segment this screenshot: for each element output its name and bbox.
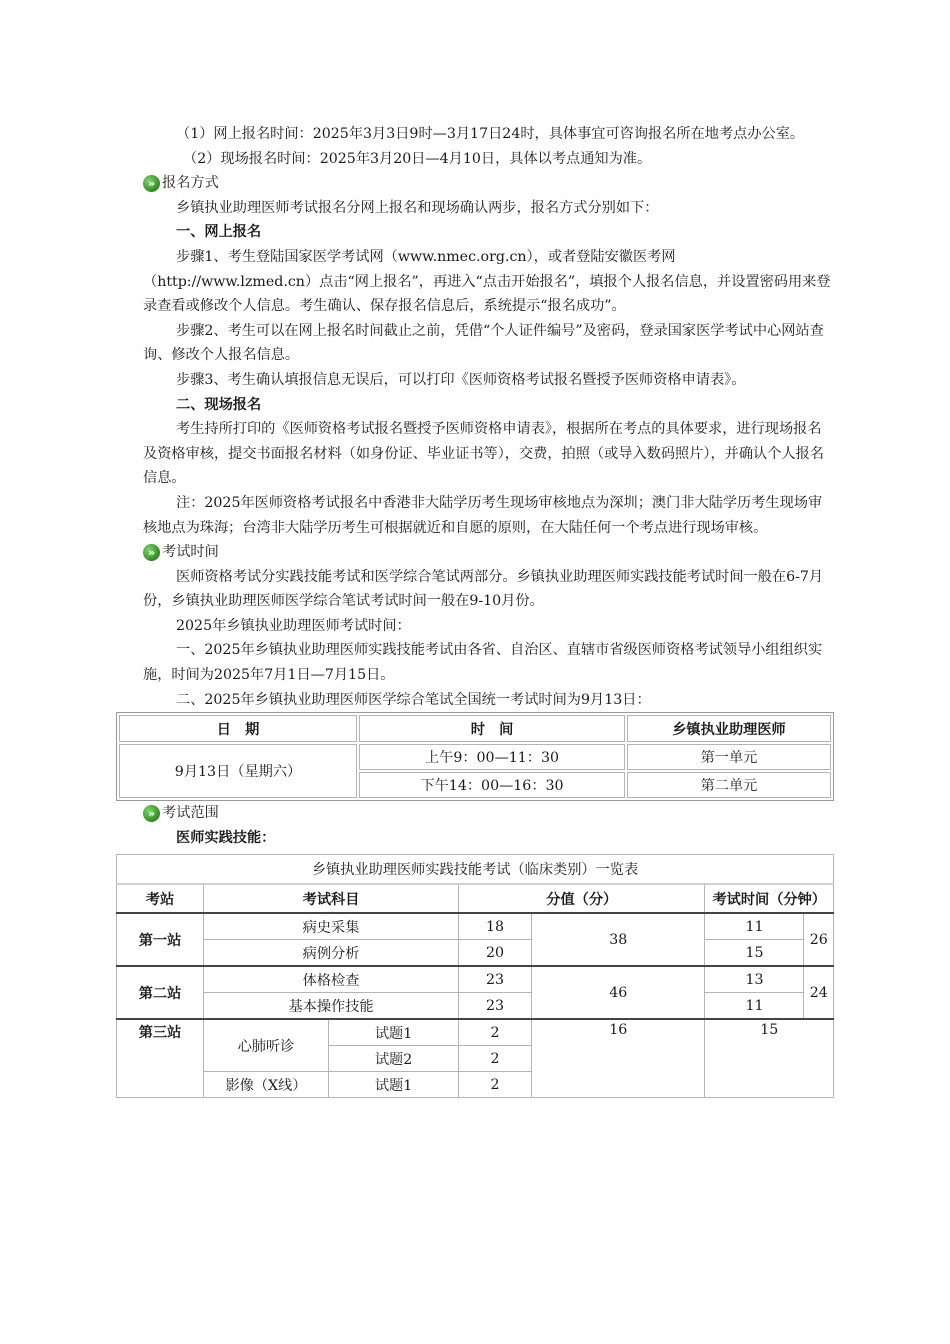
section-registration-method bbox=[143, 171, 833, 196]
paragraph: 2025年乡镇执业助理医师考试时间： bbox=[176, 617, 411, 634]
paragraph: 步骤1、考生登陆国家医学考试网（www.nmec.org.cn），或者登陆安徽医考网（http://www.lzmed.cn）点击“网上报名”，再进入“点击开始报名”，填报个人报名信息，并设置密码用来登录查看或修改个人信息。考生确认、保存报名信息后，系统提示“报名成功”。 bbox=[143, 248, 831, 315]
paragraph: 步骤2、考生可以在网上报名时间截止之前，凭借“个人证件编号”及密码，登录国家医学考试中心网站查询、修改个人报名信息。 bbox=[143, 322, 824, 364]
table-cell: 上午9：00—11：30 bbox=[359, 744, 625, 770]
heading-practical-skills: 医师实践技能： bbox=[176, 829, 276, 846]
section-title: 考试范围 bbox=[162, 805, 219, 822]
green-double-arrow-icon: » bbox=[143, 175, 160, 192]
onsite-registration-time: （2）现场报名时间：2025年3月20日—4月10日，具体以考点通知为准。 bbox=[183, 150, 652, 167]
table-cell: 26 bbox=[804, 913, 834, 966]
paragraph: 步骤3、考生确认填报信息无误后，可以打印《医师资格考试报名暨授予医师资格申请表》。 bbox=[176, 371, 746, 388]
table-header: 时 间 bbox=[359, 715, 625, 742]
table-cell: 23 bbox=[459, 966, 532, 993]
table-cell: 24 bbox=[804, 966, 834, 1019]
exam-date: 9月13日（星期六） bbox=[119, 744, 357, 798]
table-cell: 15 bbox=[705, 1019, 834, 1098]
section-title: 报名方式 bbox=[162, 175, 219, 192]
table-cell: 基本操作技能 bbox=[204, 993, 459, 1020]
table-cell: 11 bbox=[705, 913, 804, 940]
green-double-arrow-icon: » bbox=[143, 544, 160, 561]
table-cell: 20 bbox=[459, 940, 532, 967]
table-cell: 11 bbox=[705, 993, 804, 1020]
table-cell: 体格检查 bbox=[204, 966, 459, 993]
table-cell: 46 bbox=[532, 966, 705, 1019]
table-header: 分值（分） bbox=[459, 884, 705, 913]
table-cell: 试题2 bbox=[329, 1046, 459, 1072]
table-cell: 病史采集 bbox=[204, 913, 459, 940]
paragraph: 一、2025年乡镇执业助理医师实践技能考试由各省、自治区、直辖市省级医师资格考试领导小组组织实施，时间为2025年7月1日—7月15日。 bbox=[143, 642, 823, 684]
table-cell: 下午14：00—16：30 bbox=[359, 772, 625, 798]
section-exam-time bbox=[143, 540, 833, 565]
heading-online: 一、网上报名 bbox=[176, 224, 262, 241]
table-cell: 试题1 bbox=[329, 1019, 459, 1046]
table-cell: 23 bbox=[459, 993, 532, 1020]
paragraph: 乡镇执业助理医师考试报名分网上报名和现场确认两步，报名方式分别如下： bbox=[176, 199, 659, 216]
table-cell: 2 bbox=[459, 1019, 532, 1046]
table-header: 考试时间（分钟） bbox=[705, 884, 834, 913]
table-header: 考站 bbox=[117, 884, 204, 913]
section-exam-scope bbox=[143, 801, 833, 826]
station-name: 第三站 bbox=[117, 1019, 204, 1098]
table-cell: 13 bbox=[705, 966, 804, 993]
paragraph: 医师资格考试分实践技能考试和医学综合笔试两部分。乡镇执业助理医师实践技能考试时间一般在6-7月份，乡镇执业助理医师医学综合笔试考试时间一般在9-10月份。 bbox=[143, 568, 824, 610]
station-name: 第一站 bbox=[117, 913, 204, 966]
online-registration-time: （1）网上报名时间：2025年3月3日9时—3月17日24时，具体事宜可咨询报名所在地考点办公室。 bbox=[176, 126, 805, 142]
skills-table bbox=[116, 854, 834, 1098]
table-cell: 2 bbox=[459, 1072, 532, 1098]
table-cell: 18 bbox=[459, 913, 532, 940]
green-double-arrow-icon: » bbox=[143, 805, 160, 822]
table-cell: 心肺听诊 bbox=[204, 1019, 329, 1072]
table-cell: 第二单元 bbox=[627, 772, 831, 798]
paragraph: 考生持所打印的《医师资格考试报名暨授予医师资格申请表》，根据所在考点的具体要求，进行现场报名及资格审核，提交书面报名材料（如身份证、毕业证书等），交费，拍照（或导入数码照片），并确认个人报名信息。 bbox=[143, 421, 824, 487]
table-cell: 2 bbox=[459, 1046, 532, 1072]
table-header: 日 期 bbox=[119, 715, 357, 742]
table-cell: 试题1 bbox=[329, 1072, 459, 1098]
table-cell: 病例分析 bbox=[204, 940, 459, 967]
document-body bbox=[138, 122, 833, 1098]
paragraph: 注：2025年医师资格考试报名中香港非大陆学历考生现场审核地点为深圳；澳门非大陆学历考生现场审核地点为珠海；台湾非大陆学历考生可根据就近和自愿的原则，在大陆任何一个考点进行现场审核。 bbox=[143, 494, 823, 536]
table-cell: 第一单元 bbox=[627, 744, 831, 770]
paragraph: 二、2025年乡镇执业助理医师医学综合笔试全国统一考试时间为9月13日： bbox=[176, 691, 651, 708]
table-header: 考试科目 bbox=[204, 884, 459, 913]
table-caption: 乡镇执业助理医师实践技能考试（临床类别）一览表 bbox=[117, 855, 834, 885]
table-header: 乡镇执业助理医师 bbox=[627, 715, 831, 742]
heading-onsite: 二、现场报名 bbox=[176, 396, 262, 413]
table-cell: 16 bbox=[532, 1019, 705, 1098]
table-cell: 38 bbox=[532, 913, 705, 966]
station-name: 第二站 bbox=[117, 966, 204, 1019]
table-cell: 15 bbox=[705, 940, 804, 967]
table-cell: 影像（X线） bbox=[204, 1072, 329, 1098]
section-title: 考试时间 bbox=[162, 544, 219, 561]
schedule-table bbox=[116, 712, 834, 801]
